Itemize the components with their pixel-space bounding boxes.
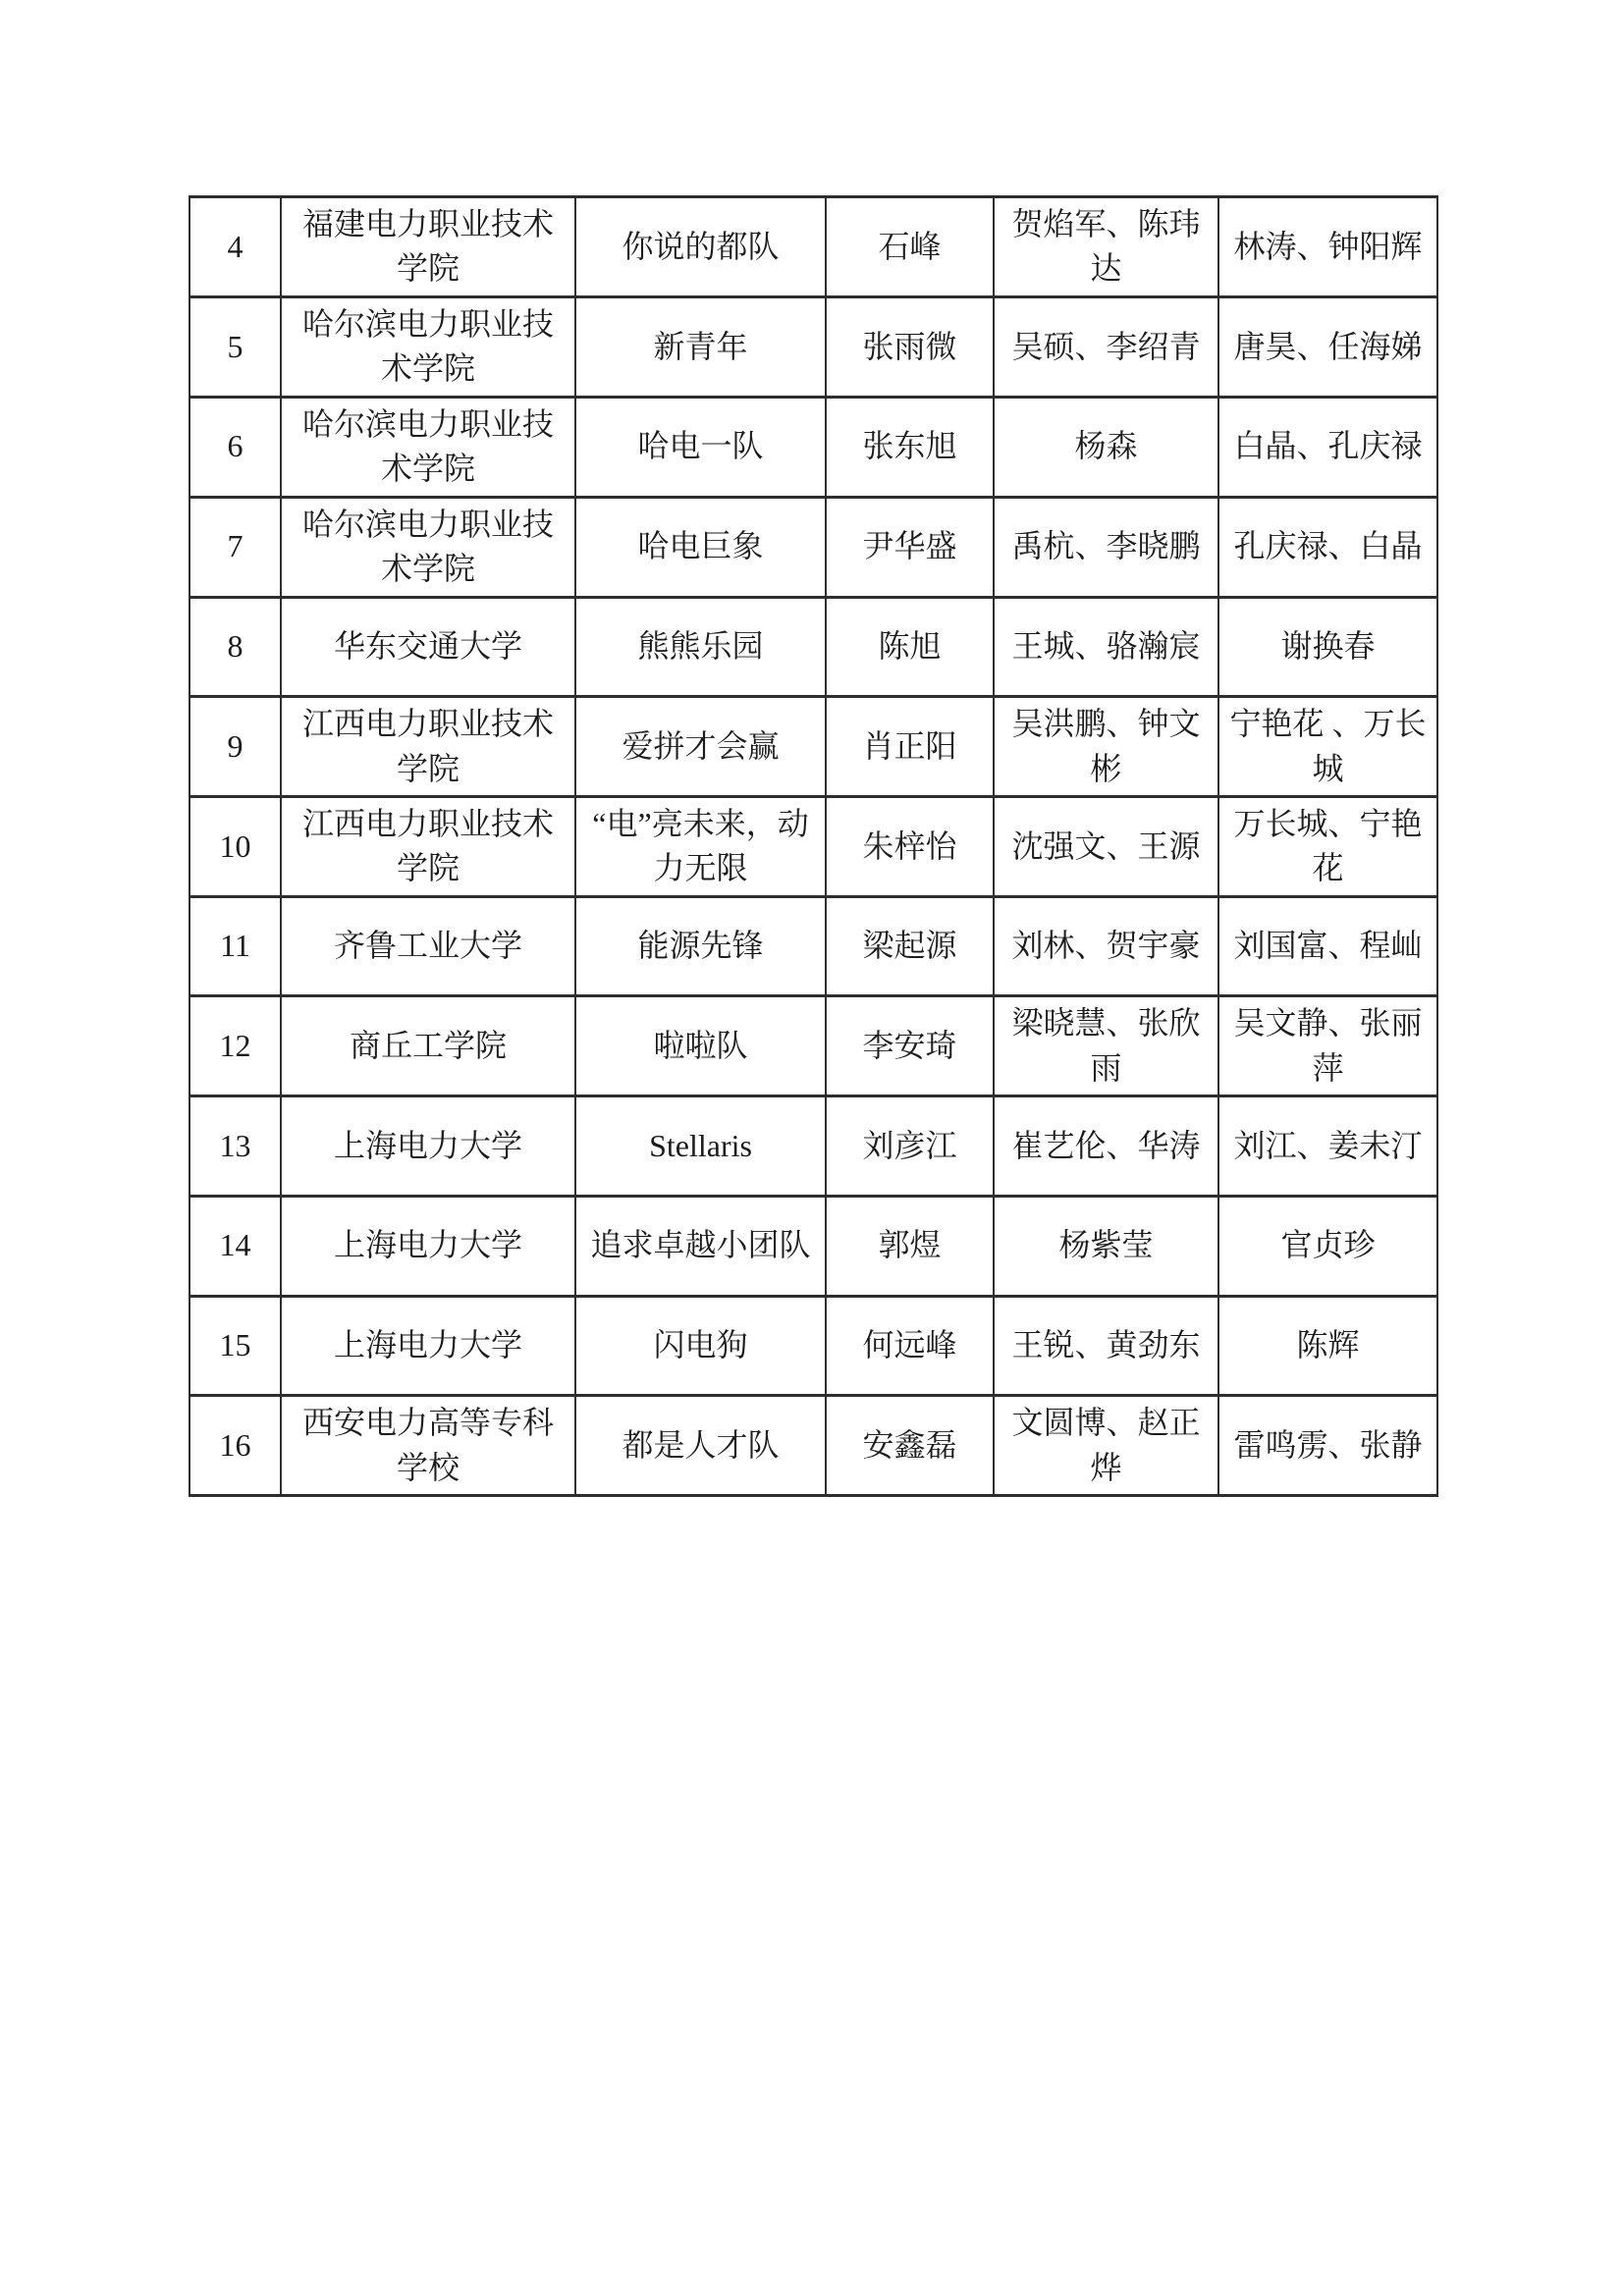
team-leader-cell: 陈旭 bbox=[826, 597, 994, 697]
table-row bbox=[189, 397, 1437, 497]
row-number-cell: 5 bbox=[189, 296, 281, 397]
row-number-cell: 14 bbox=[189, 1196, 281, 1296]
team-leader-cell: 安鑫磊 bbox=[826, 1396, 994, 1496]
advisors-cell: 雷鸣雳、张静 bbox=[1218, 1396, 1437, 1496]
school-cell: 上海电力大学 bbox=[281, 1196, 575, 1296]
team-leader-cell: 郭煜 bbox=[826, 1196, 994, 1296]
row-number-cell: 6 bbox=[189, 397, 281, 497]
team-name-cell: 哈电巨象 bbox=[575, 497, 826, 597]
team-leader-cell: 肖正阳 bbox=[826, 697, 994, 797]
team-name-cell: 啦啦队 bbox=[575, 996, 826, 1096]
team-members-cell: 杨森 bbox=[994, 397, 1218, 497]
team-members-cell: 杨紫莹 bbox=[994, 1196, 1218, 1296]
team-leader-cell: 张东旭 bbox=[826, 397, 994, 497]
team-name-cell: 闪电狗 bbox=[575, 1296, 826, 1396]
team-name-cell: 能源先锋 bbox=[575, 896, 826, 996]
row-number-cell: 4 bbox=[189, 197, 281, 297]
row-number-cell: 10 bbox=[189, 796, 281, 896]
team-leader-cell: 刘彦江 bbox=[826, 1096, 994, 1197]
advisors-cell: 吴文静、张丽萍 bbox=[1218, 996, 1437, 1096]
row-number-cell: 15 bbox=[189, 1296, 281, 1396]
team-members-cell: 禹杭、李晓鹏 bbox=[994, 497, 1218, 597]
school-cell: 福建电力职业技术学院 bbox=[281, 197, 575, 297]
table-row bbox=[189, 996, 1437, 1096]
team-members-cell: 崔艺伦、华涛 bbox=[994, 1096, 1218, 1197]
team-members-cell: 王城、骆瀚宸 bbox=[994, 597, 1218, 697]
school-cell: 哈尔滨电力职业技术学院 bbox=[281, 497, 575, 597]
advisors-cell: 宁艳花 、万长城 bbox=[1218, 697, 1437, 797]
school-cell: 哈尔滨电力职业技术学院 bbox=[281, 296, 575, 397]
team-name-cell: “电”亮未来，动力无限 bbox=[575, 796, 826, 896]
school-cell: 江西电力职业技术学院 bbox=[281, 697, 575, 797]
table-row bbox=[189, 1196, 1437, 1296]
advisors-cell: 官贞珍 bbox=[1218, 1196, 1437, 1296]
table-row bbox=[189, 1396, 1437, 1496]
row-number-cell: 9 bbox=[189, 697, 281, 797]
school-cell: 华东交通大学 bbox=[281, 597, 575, 697]
team-leader-cell: 李安琦 bbox=[826, 996, 994, 1096]
team-leader-cell: 石峰 bbox=[826, 197, 994, 297]
school-cell: 哈尔滨电力职业技术学院 bbox=[281, 397, 575, 497]
advisors-cell: 陈辉 bbox=[1218, 1296, 1437, 1396]
school-cell: 上海电力大学 bbox=[281, 1296, 575, 1396]
table-row bbox=[189, 497, 1437, 597]
teams-table bbox=[189, 195, 1438, 1497]
team-members-cell: 王锐、黄劲东 bbox=[994, 1296, 1218, 1396]
team-members-cell: 贺焰军、陈玮达 bbox=[994, 197, 1218, 297]
row-number-cell: 7 bbox=[189, 497, 281, 597]
advisors-cell: 刘国富、程屾 bbox=[1218, 896, 1437, 996]
row-number-cell: 11 bbox=[189, 896, 281, 996]
school-cell: 江西电力职业技术学院 bbox=[281, 796, 575, 896]
team-name-cell: Stellaris bbox=[575, 1096, 826, 1197]
advisors-cell: 孔庆禄、白晶 bbox=[1218, 497, 1437, 597]
table-row bbox=[189, 197, 1437, 297]
team-name-cell: 熊熊乐园 bbox=[575, 597, 826, 697]
school-cell: 商丘工学院 bbox=[281, 996, 575, 1096]
table-row bbox=[189, 597, 1437, 697]
school-cell: 上海电力大学 bbox=[281, 1096, 575, 1197]
school-cell: 齐鲁工业大学 bbox=[281, 896, 575, 996]
team-leader-cell: 张雨微 bbox=[826, 296, 994, 397]
team-members-cell: 吴硕、李绍青 bbox=[994, 296, 1218, 397]
team-members-cell: 梁晓慧、张欣雨 bbox=[994, 996, 1218, 1096]
team-name-cell: 追求卓越小团队 bbox=[575, 1196, 826, 1296]
team-name-cell: 爱拼才会赢 bbox=[575, 697, 826, 797]
table-row bbox=[189, 896, 1437, 996]
team-name-cell: 都是人才队 bbox=[575, 1396, 826, 1496]
advisors-cell: 万长城、宁艳花 bbox=[1218, 796, 1437, 896]
row-number-cell: 12 bbox=[189, 996, 281, 1096]
team-name-cell: 新青年 bbox=[575, 296, 826, 397]
team-leader-cell: 梁起源 bbox=[826, 896, 994, 996]
team-members-cell: 文圆博、赵正烨 bbox=[994, 1396, 1218, 1496]
table-row bbox=[189, 796, 1437, 896]
team-members-cell: 吴洪鹏、钟文彬 bbox=[994, 697, 1218, 797]
row-number-cell: 16 bbox=[189, 1396, 281, 1496]
table-row bbox=[189, 1296, 1437, 1396]
team-leader-cell: 尹华盛 bbox=[826, 497, 994, 597]
table-row bbox=[189, 296, 1437, 397]
advisors-cell: 谢换春 bbox=[1218, 597, 1437, 697]
school-cell: 西安电力高等专科学校 bbox=[281, 1396, 575, 1496]
team-name-cell: 你说的都队 bbox=[575, 197, 826, 297]
advisors-cell: 唐昊、任海娣 bbox=[1218, 296, 1437, 397]
advisors-cell: 林涛、钟阳辉 bbox=[1218, 197, 1437, 297]
team-name-cell: 哈电一队 bbox=[575, 397, 826, 497]
team-members-cell: 沈强文、王源 bbox=[994, 796, 1218, 896]
teams-table-body bbox=[189, 197, 1437, 1496]
team-leader-cell: 朱梓怡 bbox=[826, 796, 994, 896]
row-number-cell: 13 bbox=[189, 1096, 281, 1197]
team-leader-cell: 何远峰 bbox=[826, 1296, 994, 1396]
table-row bbox=[189, 1096, 1437, 1197]
advisors-cell: 刘江、姜未汀 bbox=[1218, 1096, 1437, 1197]
table-row bbox=[189, 697, 1437, 797]
team-members-cell: 刘林、贺宇豪 bbox=[994, 896, 1218, 996]
advisors-cell: 白晶、孔庆禄 bbox=[1218, 397, 1437, 497]
row-number-cell: 8 bbox=[189, 597, 281, 697]
